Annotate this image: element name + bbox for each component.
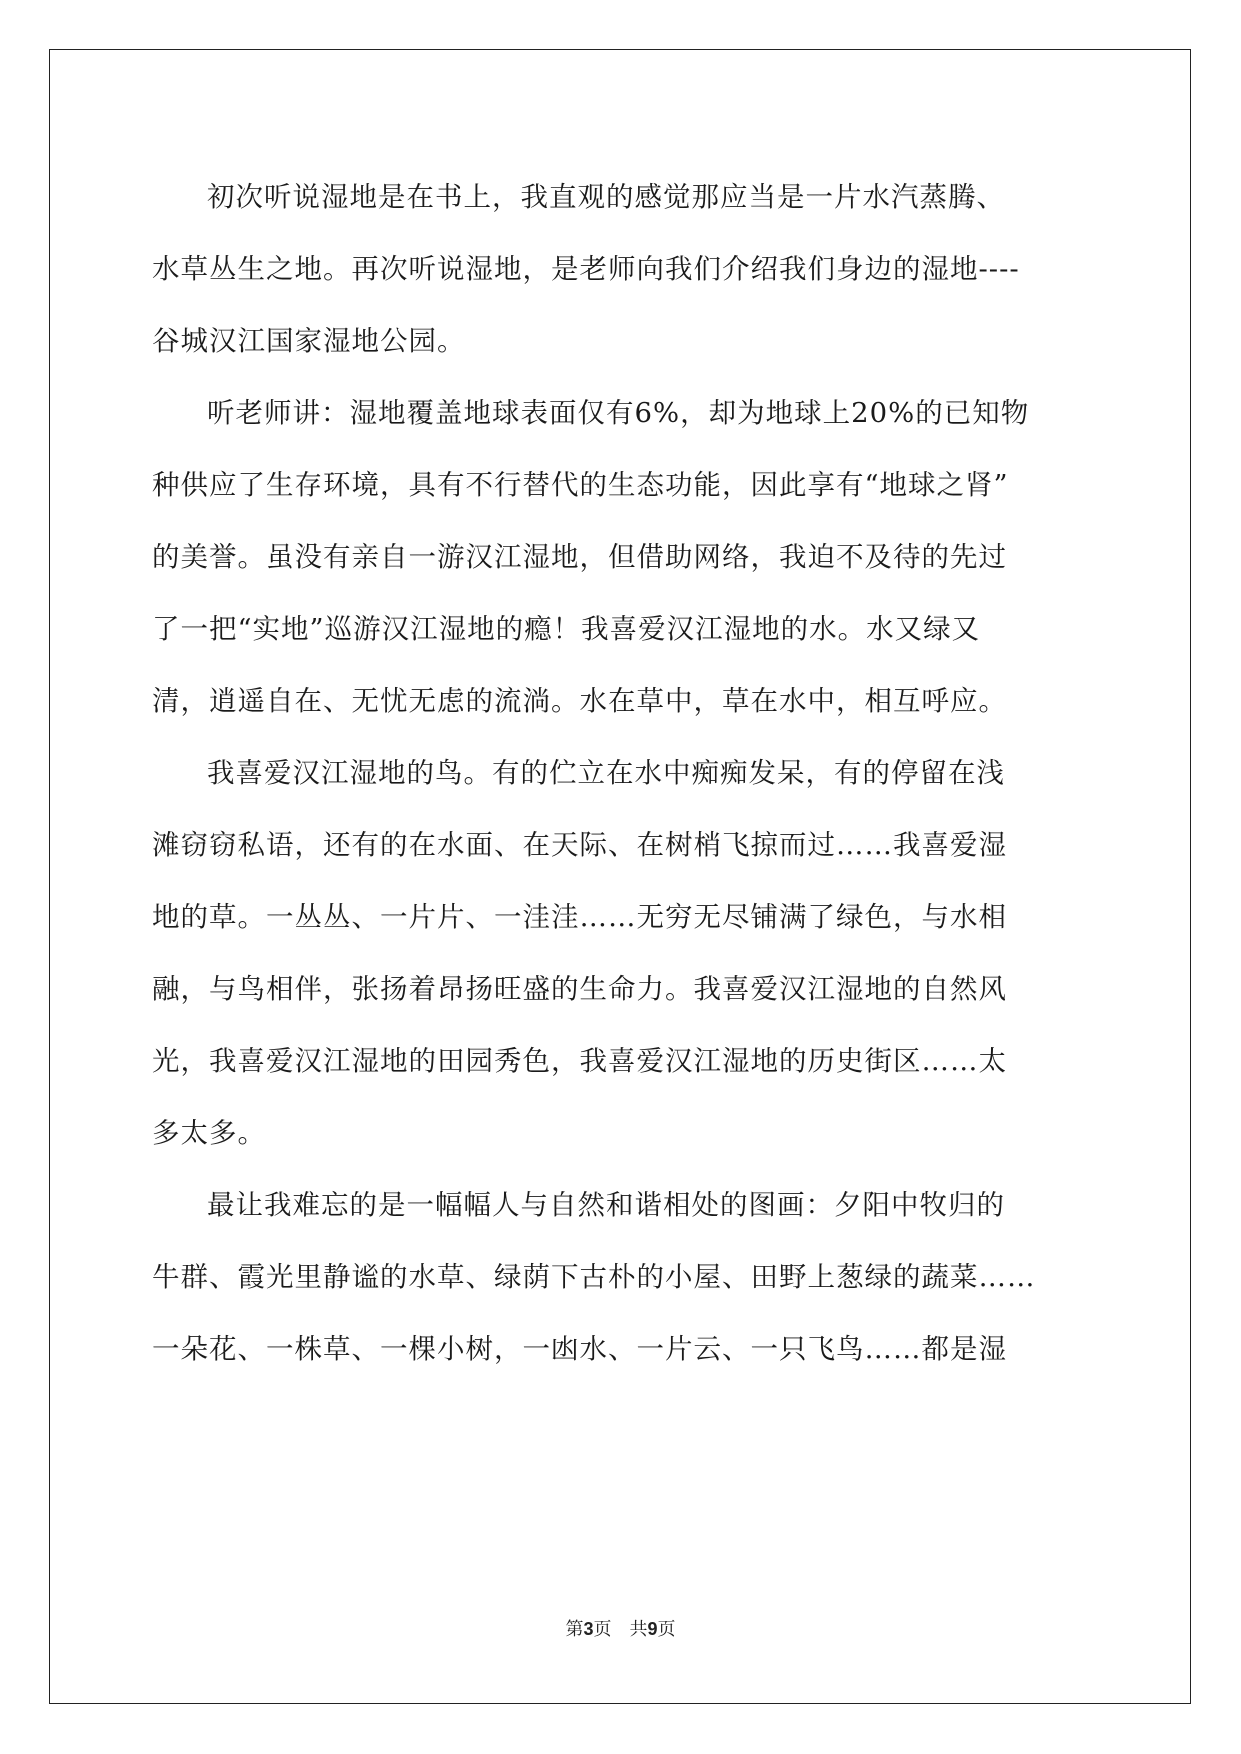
footer-prefix: 第 bbox=[565, 1619, 584, 1640]
footer-suffix: 页 bbox=[657, 1619, 676, 1640]
text-line: 滩窃窃私语，还有的在水面、在天际、在树梢飞掠而过……我喜爱湿 bbox=[152, 829, 1007, 861]
paragraph-1 bbox=[152, 161, 1092, 377]
current-page-number: 3 bbox=[583, 1619, 594, 1639]
text-line: 最让我难忘的是一幅幅人与自然和谐相处的图画：夕阳中牧归的 bbox=[207, 1189, 1005, 1221]
page-footer bbox=[0, 1615, 1241, 1641]
text-line: 听老师讲：湿地覆盖地球表面仅有6%，却为地球上20%的已知物 bbox=[207, 397, 1030, 429]
text-line: 的美誉。虽没有亲自一游汉江湿地，但借助网络，我迫不及待的先过 bbox=[152, 541, 1007, 573]
paragraph-2 bbox=[152, 377, 1092, 737]
text-line: 清，逍遥自在、无忧无虑的流淌。水在草中，草在水中，相互呼应。 bbox=[152, 685, 1007, 717]
document-body bbox=[152, 161, 1092, 1385]
paragraph-3 bbox=[152, 737, 1092, 1169]
text-line: 一朵花、一株草、一棵小树，一凼水、一片云、一只飞鸟……都是湿 bbox=[152, 1333, 1007, 1365]
total-page-number: 9 bbox=[647, 1619, 658, 1639]
footer-middle: 页 共 bbox=[593, 1619, 648, 1640]
text-line: 初次听说湿地是在书上，我直观的感觉那应当是一片水汽蒸腾、 bbox=[207, 181, 1005, 213]
text-line: 地的草。一丛丛、一片片、一洼洼……无穷无尽铺满了绿色，与水相 bbox=[152, 901, 1007, 933]
text-line: 我喜爱汉江湿地的鸟。有的伫立在水中痴痴发呆，有的停留在浅 bbox=[207, 757, 1005, 789]
text-line: 光，我喜爱汉江湿地的田园秀色，我喜爱汉江湿地的历史街区……太 bbox=[152, 1045, 1007, 1077]
paragraph-4 bbox=[152, 1169, 1092, 1385]
text-line: 了一把“实地”巡游汉江湿地的瘾！我喜爱汉江湿地的水。水又绿又 bbox=[152, 613, 981, 645]
text-line: 谷城汉江国家湿地公园。 bbox=[152, 325, 466, 357]
text-line: 多太多。 bbox=[152, 1117, 266, 1149]
text-line: 融，与鸟相伴，张扬着昂扬旺盛的生命力。我喜爱汉江湿地的自然风 bbox=[152, 973, 1007, 1005]
text-line: 种供应了生存环境，具有不行替代的生态功能，因此享有“地球之肾” bbox=[152, 469, 1009, 501]
text-line: 水草丛生之地。再次听说湿地，是老师向我们介绍我们身边的湿地---- bbox=[152, 253, 1020, 285]
text-line: 牛群、霞光里静谧的水草、绿荫下古朴的小屋、田野上葱绿的蔬菜…… bbox=[152, 1261, 1036, 1293]
